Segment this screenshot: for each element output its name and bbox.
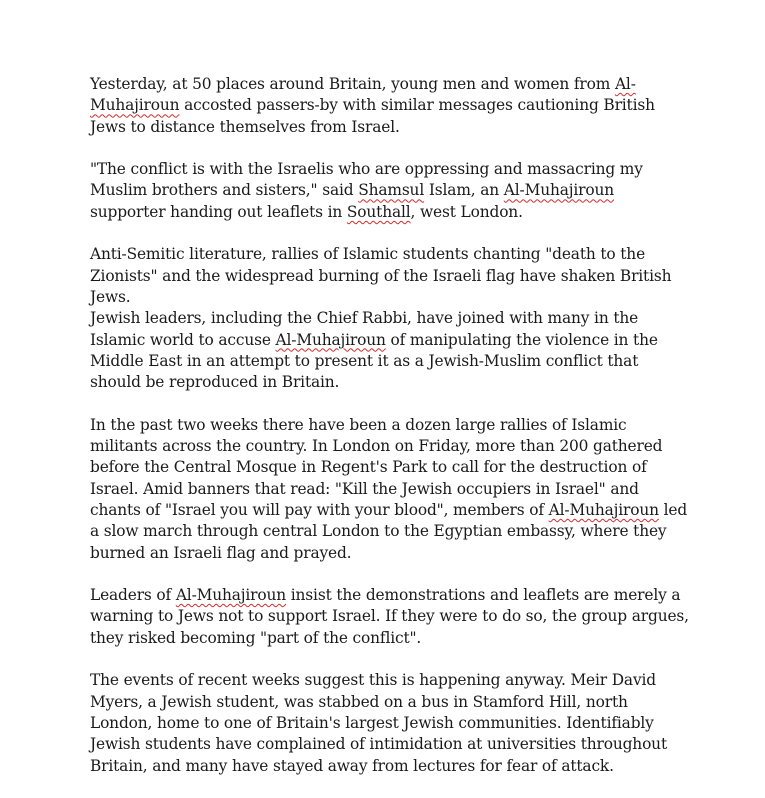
- misspelled-word: Al-Muhajiroun: [90, 75, 636, 115]
- text-run: Anti-Semitic literature, rallies of Islamic students chanting "death to the Zionists" and the widespread burning of the Israeli flag have shaken British Jews.: [90, 245, 672, 306]
- text-run: "The conflict is with the Israelis who are oppressing and massacring my Muslim brothers and sisters," said: [90, 160, 643, 200]
- misspelled-word: Al-Muhajiroun: [275, 330, 386, 349]
- text-run: The events of recent weeks suggest this is happening anyway. Meir David Myers, a Jewish student, was stabbed on a bus in Stamford Hill, north London, home to one of Britain's largest Jewish communities. Identifiably Jewish students have complained of intimidation at universities throughout Britain, and many have stayed away from lectures for fear of attack.: [90, 671, 667, 775]
- text-run: Leaders of: [90, 586, 176, 605]
- misspelled-word: Al-Muhajiroun: [503, 181, 614, 200]
- text-run: led a slow march through central London to the Egyptian embassy, where they burned an Israeli flag and prayed.: [90, 500, 688, 562]
- paragraph: [90, 244, 690, 393]
- text-run: , west London.: [410, 202, 523, 221]
- misspelled-word: Southall: [346, 202, 411, 221]
- text-run: of manipulating the violence in the Middle East in an attempt to present it as a Jewish-Muslim conflict that should be reproduced in Britain.: [90, 330, 658, 392]
- text-run: insist the demonstrations and leaflets are merely a warning to Jews not to support Israel. If they were to do so, the group argues, they risked becoming "part of the conflict".: [90, 586, 689, 647]
- text-run: Jewish leaders, including the Chief Rabbi, have joined with many in the Islamic world to accuse: [90, 309, 639, 349]
- paragraph: [90, 670, 690, 776]
- text-run: Islam, an: [424, 181, 504, 200]
- text-run: supporter handing out leaflets in: [90, 202, 347, 221]
- text-run: accosted passers-by with similar messages cautioning British Jews to distance themselves from Israel.: [90, 96, 655, 136]
- paragraph: [90, 585, 690, 649]
- text-run: In the past two weeks there have been a dozen large rallies of Islamic militants across the country. In London on Friday, more than 200 gathered before the Central Mosque in Regent's Park to call for the destruction of Israel. Amid banners that read: "Kill the Jewish occupiers in Israel" and chants of "Israel you will pay with your blood", members of: [90, 415, 663, 519]
- misspelled-word: Shamsul: [358, 181, 425, 200]
- misspelled-word: Al-Muhajiroun: [548, 500, 659, 519]
- document-body[interactable]: [90, 74, 690, 798]
- paragraph: [90, 159, 690, 223]
- misspelled-word: Al-Muhajiroun: [175, 586, 287, 605]
- paragraph: [90, 74, 690, 138]
- text-run: Yesterday, at 50 places around Britain, young men and women from: [90, 75, 615, 93]
- paragraph: [90, 415, 690, 564]
